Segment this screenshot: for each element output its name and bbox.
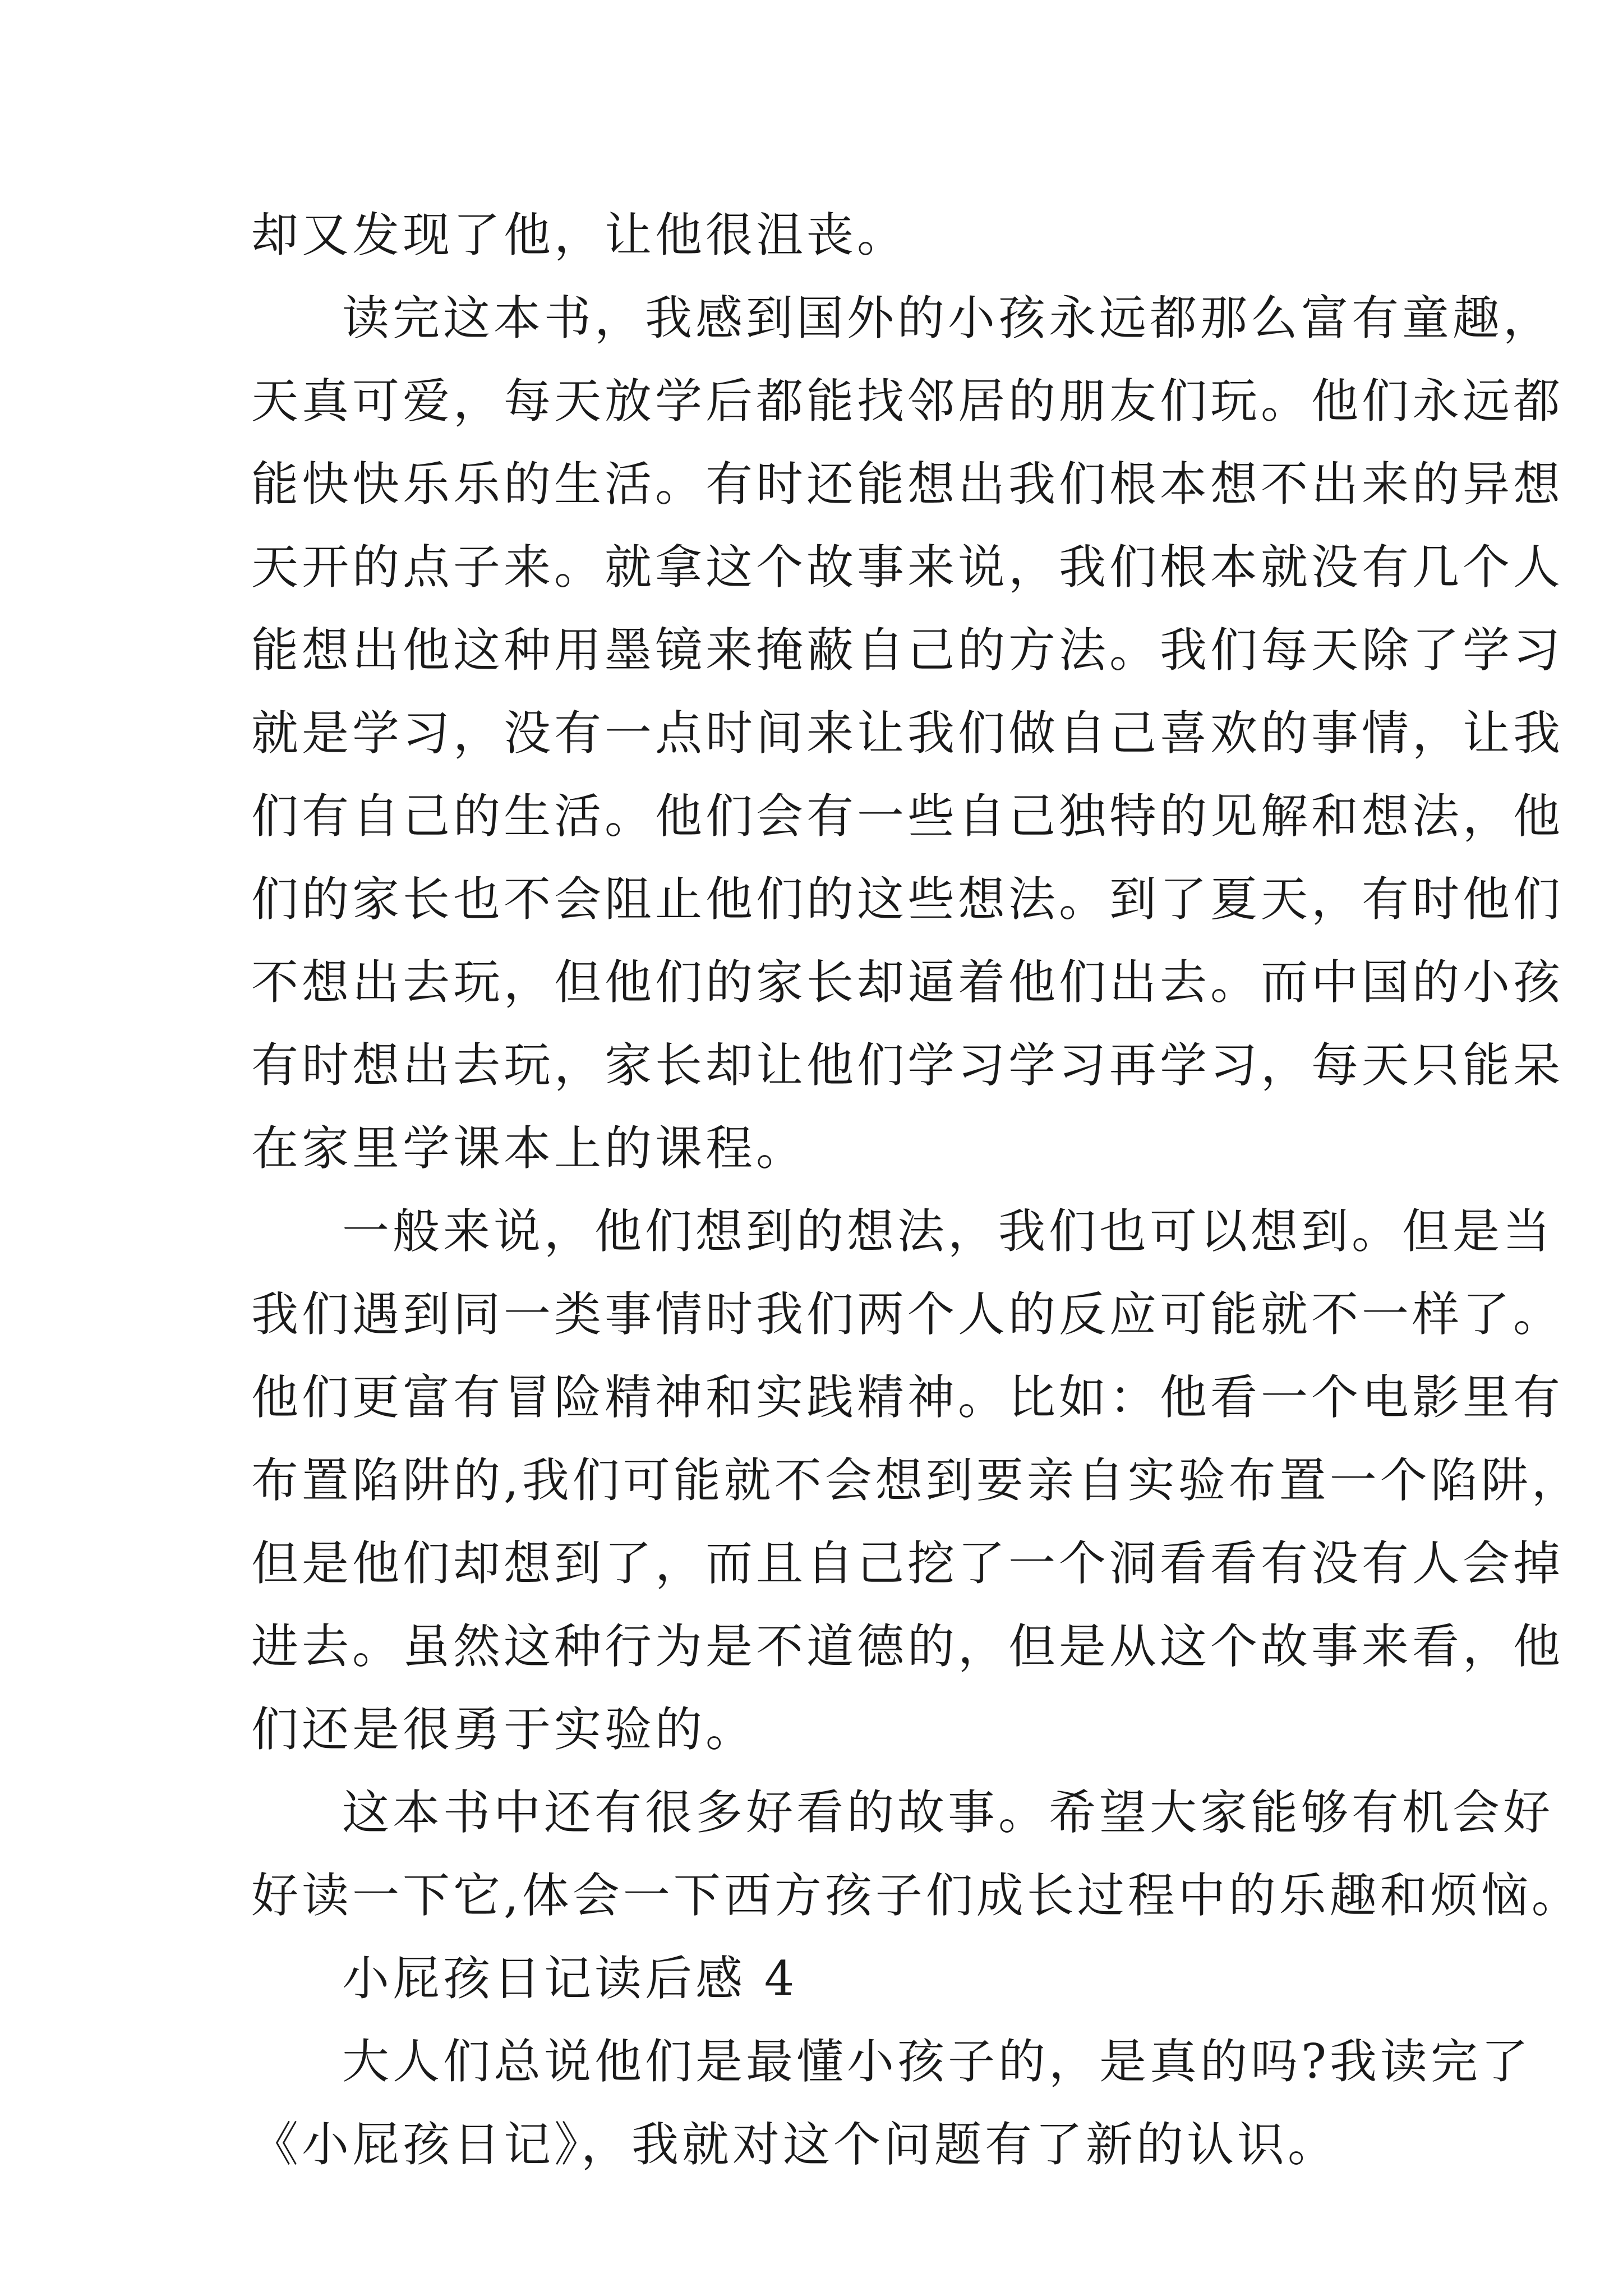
paragraph-start-line: 一般来说，他们想到的想法，我们也可以想到。但是当 [342, 1204, 1554, 1259]
paragraph-start-line: 这本书中还有很多好看的故事。希望大家能够有机会好 [342, 1785, 1554, 1840]
document-body [251, 194, 1582, 2186]
body-line: 能快快乐乐的生活。有时还能想出我们根本想不出来的异想 [251, 457, 1564, 512]
body-line: 我们遇到同一类事情时我们两个人的反应可能就不一样了。 [251, 1287, 1564, 1342]
body-line: 天开的点子来。就拿这个故事来说，我们根本就没有几个人 [251, 540, 1564, 595]
body-line: 就是学习，没有一点时间来让我们做自己喜欢的事情，让我 [251, 706, 1564, 761]
section-heading: 小屁孩日记读后感 4 [342, 1951, 798, 2006]
body-line: 能想出他这种用墨镜来掩蔽自己的方法。我们每天除了学习 [251, 623, 1564, 678]
paragraph-start-line: 大人们总说他们是最懂小孩子的，是真的吗?我读完了 [342, 2034, 1532, 2089]
body-line: 天真可爱，每天放学后都能找邻居的朋友们玩。他们永远都 [251, 374, 1564, 429]
body-line: 们有自己的生活。他们会有一些自己独特的见解和想法，他 [251, 789, 1564, 844]
body-line: 《小屁孩日记》，我就对这个问题有了新的认识。 [251, 2117, 1339, 2172]
body-line: 他们更富有冒险精神和实践精神。比如：他看一个电影里有 [251, 1370, 1564, 1425]
body-line: 在家里学课本上的课程。 [251, 1121, 807, 1176]
body-line: 进去。虽然这种行为是不道德的，但是从这个故事来看，他 [251, 1619, 1564, 1674]
body-line: 们还是很勇于实验的。 [251, 1702, 757, 1757]
body-line: 布置陷阱的,我们可能就不会想到要亲自实验布置一个陷阱， [251, 1453, 1582, 1508]
body-line: 不想出去玩，但他们的家长却逼着他们出去。而中国的小孩 [251, 955, 1564, 1010]
paragraph-start-line: 读完这本书，我感到国外的小孩永远都那么富有童趣， [342, 291, 1554, 346]
body-line: 却又发现了他，让他很沮丧。 [251, 208, 908, 263]
body-line: 有时想出去玩，家长却让他们学习学习再学习，每天只能呆 [251, 1038, 1564, 1093]
body-line: 好读一下它,体会一下西方孩子们成长过程中的乐趣和烦恼。 [251, 1868, 1582, 1923]
body-line: 但是他们却想到了，而且自己挖了一个洞看看有没有人会掉 [251, 1536, 1564, 1591]
body-line: 们的家长也不会阻止他们的这些想法。到了夏天，有时他们 [251, 872, 1564, 927]
